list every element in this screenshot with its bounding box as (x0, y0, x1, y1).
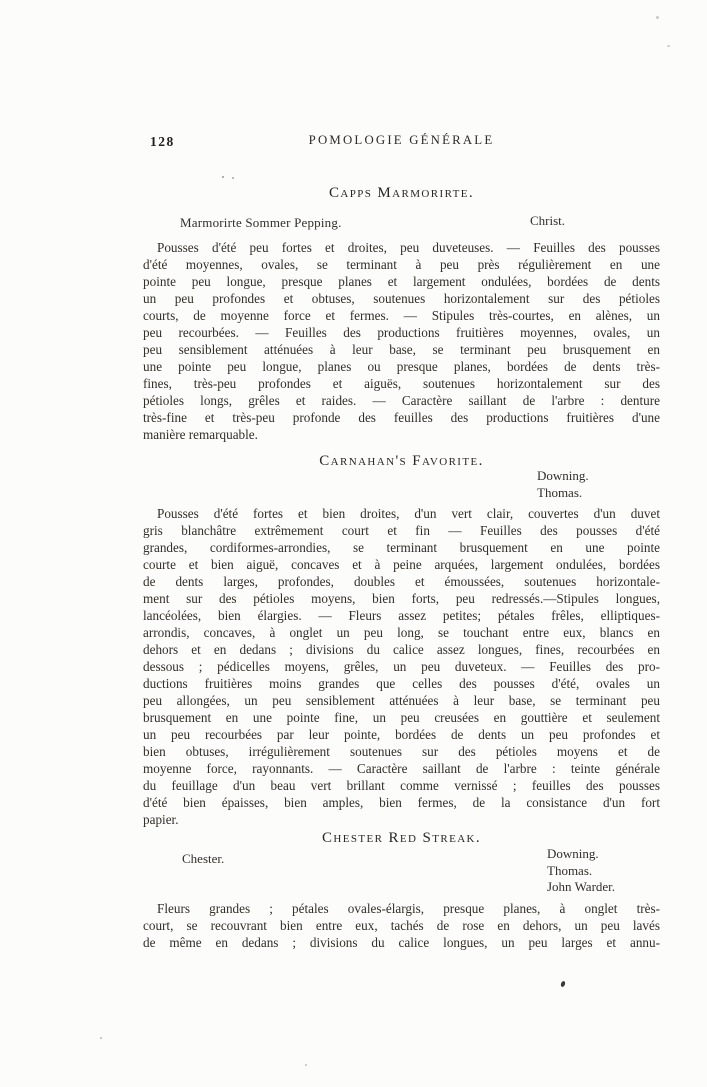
scan-speck (305, 1064, 307, 1066)
text-line: un peu recourbées par leur pointe, bordées de dents un peu profondes et (143, 727, 660, 742)
authority-list (547, 846, 660, 896)
text-line: peu sensiblement atténuées à leur base, se terminant peu brusquement en (143, 342, 660, 357)
text-line: arrondis, concaves, à onglet un peu long, se touchant entre eux, blancs en (143, 625, 660, 640)
text-line: fines, très-peu profondes et aiguës, soutenues horizontalement sur des (143, 376, 660, 391)
text-line: dessous ; pédicelles moyens, grêles, un peu duveteux. — Feuilles des pro- (143, 659, 660, 674)
text-line: gris blanchâtre extrêmement court et fin — Feuilles des pousses d'été (143, 523, 660, 538)
text-line: lancéolées, bien élargies. — Fleurs assez petites; pétales frêles, elliptiques- (143, 608, 660, 623)
text-line: de dents larges, profondes, doubles et émoussées, soutenues horizontale- (143, 574, 660, 589)
text-line: courte et bien aiguë, concaves et à peine arquées, largement ondulées, bordées (143, 557, 660, 572)
authority-label: Christ. (530, 213, 566, 228)
scan-speck (560, 980, 566, 987)
text-line: du feuillage d'un beau vert brillant comme vernissé ; feuilles des pousses (143, 778, 660, 793)
authority-label: Downing. (547, 846, 599, 861)
text-line: moyenne force, rayonnants. — Caractère saillant de l'arbre : teinte générale (143, 761, 660, 776)
folio-number: 128 (150, 134, 175, 149)
synonym-label: Marmorirte Sommer Pepping. (180, 215, 342, 230)
text-line: une pointe peu longue, planes ou presque planes, bordées de dents très- (143, 359, 660, 374)
section-capps-marmorirte (143, 185, 660, 443)
text-line: Fleurs grandes ; pétales ovales-élargis, presque planes, à onglet très- (157, 900, 660, 916)
authority-list (537, 467, 660, 501)
scan-speck (667, 45, 670, 47)
page-header (143, 133, 660, 149)
text-line: grandes, cordiformes-arrondies, se terminant brusquement en une pointe (143, 540, 660, 555)
paragraph (143, 239, 660, 443)
text-line: d'été moyennes, ovales, se terminant à peu près régulièrement en une (143, 257, 660, 272)
authority-label: Downing. (537, 468, 589, 483)
synonym-row (143, 846, 660, 896)
synonym-row (143, 215, 660, 231)
section-heading: Capps Marmorirte. (328, 185, 475, 201)
section-heading: Carnahan's Favorite. (319, 453, 484, 469)
text-line: Pousses d'été fortes et bien droites, d'un vert clair, couvertes d'un duvet (157, 506, 660, 521)
section-carnahans-favorite (143, 453, 660, 828)
paragraph (143, 505, 660, 828)
text-line: un peu profondes et obtuses, soutenues horizontalement sur des pétioles (143, 291, 660, 306)
text-line: pétioles longs, grêles et raides. — Caractère saillant de l'arbre : denture (143, 393, 660, 408)
section-heading: Chester Red Streak. (321, 830, 482, 846)
text-line: bien obtuses, irrégulièrement soutenues sur des pétioles moyens et de (143, 744, 660, 759)
text-line: pointe peu longue, presque planes et largement ondulées, bordées de dents (143, 274, 660, 289)
text-line: manière remarquable. (143, 427, 258, 442)
text-line: court, se recouvrant bien entre eux, tachés de rose en dehors, un peu lavés (143, 917, 660, 933)
authority-label: John Warder. (547, 879, 616, 894)
scan-speck (100, 1037, 102, 1039)
text-line: ment sur des pétioles moyens, bien forts, peu redressés.—Stipules longues, (143, 591, 660, 606)
text-block (143, 0, 660, 951)
text-line: dehors et en dedans ; divisions du calice assez longues, fines, recourbées en (143, 642, 660, 657)
text-line: ductions fruitières moins grandes que celles des pousses d'été, ovales un (143, 676, 660, 691)
text-line: brusquement en une pointe fine, un peu creusées en gouttière et seulement (143, 710, 660, 725)
synonym-label: Chester. (182, 851, 225, 866)
authority-label: Thomas. (537, 485, 583, 500)
paragraph (143, 900, 660, 951)
text-line: peu recourbées. — Feuilles des productions fruitières moyennes, ovales, un (143, 325, 660, 340)
text-line: de même en dedans ; divisions du calice longues, un peu larges et annu- (143, 934, 660, 950)
authority-label: Thomas. (547, 862, 593, 878)
text-line: très-fine et très-peu profonde des feuilles des productions fruitières d'une (143, 410, 660, 425)
text-line: peu allongées, un peu sensiblement atténuées à leur base, se terminant peu (143, 693, 660, 708)
text-line: d'été bien épaisses, bien amples, bien fermes, de la consistance d'un fort (143, 795, 660, 810)
text-line: Pousses d'été peu fortes et droites, peu duveteuses. — Feuilles des pousses (157, 240, 660, 255)
text-line: courts, de moyenne force et fermes. — Stipules très-courtes, en alènes, un (143, 308, 660, 323)
section-chester-red-streak (143, 830, 660, 951)
running-title: POMOLOGIE GÉNÉRALE (308, 133, 495, 147)
text-line: papier. (143, 812, 179, 827)
